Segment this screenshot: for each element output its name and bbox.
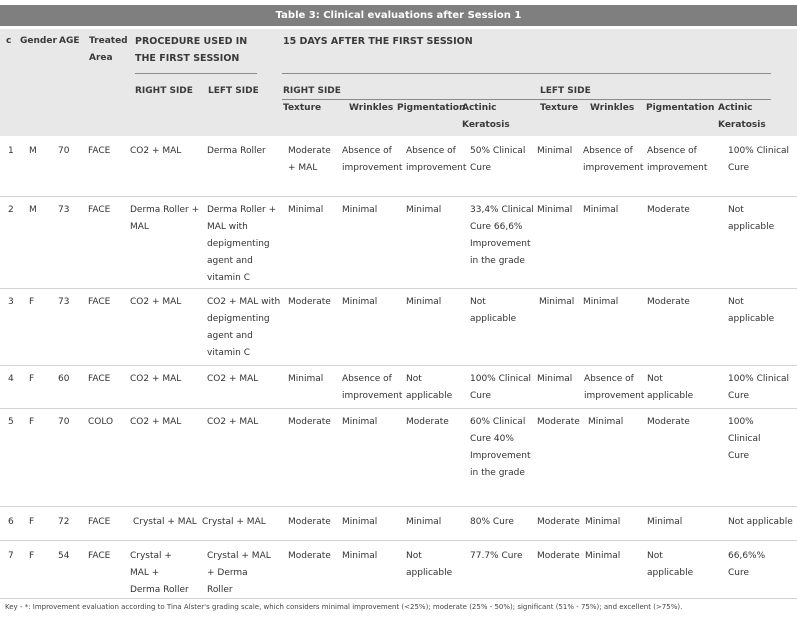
- cell-l-texture: Moderate: [537, 551, 580, 561]
- cell-proc-left: Crystal + MAL + Derma Roller: [207, 551, 271, 595]
- cell-r-actinic: 100% Clinical Cure: [470, 374, 532, 401]
- row-separator: [0, 598, 797, 599]
- row-separator: [0, 506, 797, 507]
- cell-proc-left: CO2 + MAL with depigmenting agent and vitamin C: [207, 297, 281, 358]
- cell-r-actinic: 60% Clinical Cure 40% Improvement in the grade: [470, 417, 531, 478]
- cell-age: 60: [58, 374, 70, 384]
- header-l-texture: Texture: [540, 103, 579, 113]
- cell-age: 70: [58, 146, 70, 156]
- cell-l-pigmentation: Not applicable: [647, 551, 694, 578]
- cell-c: 7: [8, 551, 14, 561]
- cell-area: COLO: [88, 417, 114, 427]
- procedure-underline: [135, 73, 257, 74]
- header-c: c: [6, 36, 12, 46]
- cell-area: FACE: [88, 551, 111, 561]
- header-age: AGE: [59, 36, 80, 46]
- cell-proc-left: CO2 + MAL: [207, 374, 259, 384]
- cell-r-pigmentation: Minimal: [406, 297, 442, 307]
- cell-l-wrinkles: Minimal: [583, 297, 619, 307]
- cell-l-pigmentation: Moderate: [647, 205, 690, 215]
- cell-l-wrinkles: Minimal: [585, 517, 621, 527]
- cell-r-wrinkles: Minimal: [342, 551, 378, 561]
- cell-r-texture: Moderate: [288, 551, 331, 561]
- header-r-actinic: Actinic Keratosis: [462, 103, 510, 130]
- header-right-side: RIGHT SIDE: [135, 86, 193, 96]
- header-r-pigmentation: Pigmentation: [397, 103, 466, 113]
- cell-l-pigmentation: Minimal: [647, 517, 683, 527]
- cell-l-actinic: Not applicable: [728, 297, 775, 324]
- cell-l-actinic: 100% Clinical Cure: [728, 374, 790, 401]
- cell-proc-right: Crystal + MAL: [133, 517, 197, 527]
- cell-gender: F: [29, 517, 35, 527]
- cell-l-pigmentation: Moderate: [647, 417, 690, 427]
- cell-l-wrinkles: Absence of improvement: [584, 374, 645, 401]
- header-r-wrinkles: Wrinkles: [349, 103, 394, 113]
- cell-l-pigmentation: Moderate: [647, 297, 690, 307]
- cell-proc-right: Crystal + MAL + Derma Roller: [130, 551, 189, 595]
- cell-area: FACE: [88, 297, 111, 307]
- header-eval-right-side: RIGHT SIDE: [283, 86, 341, 96]
- row-separator: [0, 540, 797, 541]
- cell-l-actinic: 66,6%% Cure: [728, 551, 766, 578]
- footnote: Key - *: Improvement evaluation according to Tina Alster's grading scale, which considers minimal improvement (<25%); moderate (25% - 50%); significant (51% - 75%); and excellent (>75%).: [5, 603, 683, 611]
- cell-r-actinic: 50% Clinical Cure: [470, 146, 526, 173]
- row-separator: [0, 196, 797, 197]
- cell-r-pigmentation: Minimal: [406, 517, 442, 527]
- cell-l-actinic: Not applicable: [728, 517, 793, 527]
- cell-proc-left: Crystal + MAL: [202, 517, 266, 527]
- days-underline: [282, 73, 771, 74]
- cell-gender: F: [29, 551, 35, 561]
- cell-r-wrinkles: Absence of improvement: [342, 146, 403, 173]
- header-eval-left-side: LEFT SIDE: [540, 86, 591, 96]
- cell-r-pigmentation: Not applicable: [406, 374, 453, 401]
- cell-proc-right: CO2 + MAL: [130, 297, 182, 307]
- cell-proc-left: CO2 + MAL: [207, 417, 259, 427]
- cell-age: 72: [58, 517, 70, 527]
- cell-c: 4: [8, 374, 14, 384]
- header-left-side: LEFT SIDE: [208, 86, 259, 96]
- cell-l-texture: Minimal: [537, 205, 573, 215]
- cell-r-wrinkles: Minimal: [342, 417, 378, 427]
- cell-proc-right: CO2 + MAL: [130, 417, 182, 427]
- cell-l-pigmentation: Not applicable: [647, 374, 694, 401]
- cell-c: 5: [8, 417, 14, 427]
- cell-gender: F: [29, 297, 35, 307]
- cell-r-actinic: 33,4% Clinical Cure 66,6% Improvement in the grade: [470, 205, 534, 266]
- cell-r-actinic: 77.7% Cure: [470, 551, 523, 561]
- cell-proc-right: CO2 + MAL: [130, 374, 182, 384]
- cell-c: 3: [8, 297, 14, 307]
- cell-proc-right: Derma Roller + MAL: [130, 205, 200, 232]
- row-separator: [0, 408, 797, 409]
- cell-proc-left: Derma Roller: [207, 146, 266, 156]
- cell-c: 1: [8, 146, 14, 156]
- cell-gender: F: [29, 374, 35, 384]
- cell-l-texture: Minimal: [539, 297, 575, 307]
- cell-l-actinic: 100% Clinical Cure: [728, 146, 790, 173]
- cell-l-actinic: 100% Clinical Cure: [728, 417, 761, 461]
- cell-l-wrinkles: Minimal: [585, 551, 621, 561]
- cell-gender: M: [29, 205, 37, 215]
- cell-l-texture: Minimal: [537, 146, 573, 156]
- cell-gender: M: [29, 146, 37, 156]
- cell-l-pigmentation: Absence of improvement: [647, 146, 708, 173]
- cell-area: FACE: [88, 205, 111, 215]
- cell-r-wrinkles: Absence of improvement: [342, 374, 403, 401]
- cell-r-wrinkles: Minimal: [342, 205, 378, 215]
- table-title: Table 3: Clinical evaluations after Session 1: [275, 10, 522, 21]
- cell-c: 6: [8, 517, 14, 527]
- header-procedure-group: PROCEDURE USED IN THE FIRST SESSION: [135, 36, 248, 64]
- cell-r-texture: Moderate: [288, 417, 331, 427]
- cell-r-pigmentation: Moderate: [406, 417, 449, 427]
- row-separator: [0, 365, 797, 366]
- cell-r-texture: Moderate: [288, 297, 331, 307]
- row-separator: [0, 288, 797, 289]
- header-l-pigmentation: Pigmentation: [646, 103, 715, 113]
- cell-area: FACE: [88, 146, 111, 156]
- cell-area: FACE: [88, 517, 111, 527]
- cell-l-texture: Moderate: [537, 417, 580, 427]
- cell-l-wrinkles: Absence of improvement: [583, 146, 644, 173]
- header-treated-area: Treated Area: [89, 36, 128, 63]
- cell-r-texture: Moderate + MAL: [288, 146, 331, 173]
- cell-r-wrinkles: Minimal: [342, 517, 378, 527]
- cell-l-wrinkles: Minimal: [583, 205, 619, 215]
- cell-age: 73: [58, 205, 70, 215]
- cell-r-pigmentation: Not applicable: [406, 551, 453, 578]
- cell-l-actinic: Not applicable: [728, 205, 775, 232]
- cell-age: 73: [58, 297, 70, 307]
- cell-r-texture: Minimal: [288, 205, 324, 215]
- cell-r-actinic: 80% Cure: [470, 517, 514, 527]
- header-gender: Gender: [20, 36, 57, 46]
- header-r-texture: Texture: [283, 103, 322, 113]
- cell-r-texture: Moderate: [288, 517, 331, 527]
- cell-r-actinic: Not applicable: [470, 297, 517, 324]
- header-days-group: 15 DAYS AFTER THE FIRST SESSION: [283, 36, 473, 47]
- cell-r-texture: Minimal: [288, 374, 324, 384]
- cell-proc-right: CO2 + MAL: [130, 146, 182, 156]
- header-l-wrinkles: Wrinkles: [590, 103, 635, 113]
- cell-l-texture: Minimal: [537, 374, 573, 384]
- cell-r-pigmentation: Minimal: [406, 205, 442, 215]
- cell-l-wrinkles: Minimal: [588, 417, 624, 427]
- cell-age: 70: [58, 417, 70, 427]
- cell-age: 54: [58, 551, 70, 561]
- header-l-actinic: Actinic Keratosis: [718, 103, 766, 130]
- cell-r-pigmentation: Absence of improvement: [406, 146, 467, 173]
- cell-l-texture: Moderate: [537, 517, 580, 527]
- cell-c: 2: [8, 205, 14, 215]
- cell-area: FACE: [88, 374, 111, 384]
- cell-r-wrinkles: Minimal: [342, 297, 378, 307]
- table-title-bar: [0, 5, 797, 26]
- cell-gender: F: [29, 417, 35, 427]
- cell-proc-left: Derma Roller + MAL with depigmenting agent and vitamin C: [207, 205, 277, 283]
